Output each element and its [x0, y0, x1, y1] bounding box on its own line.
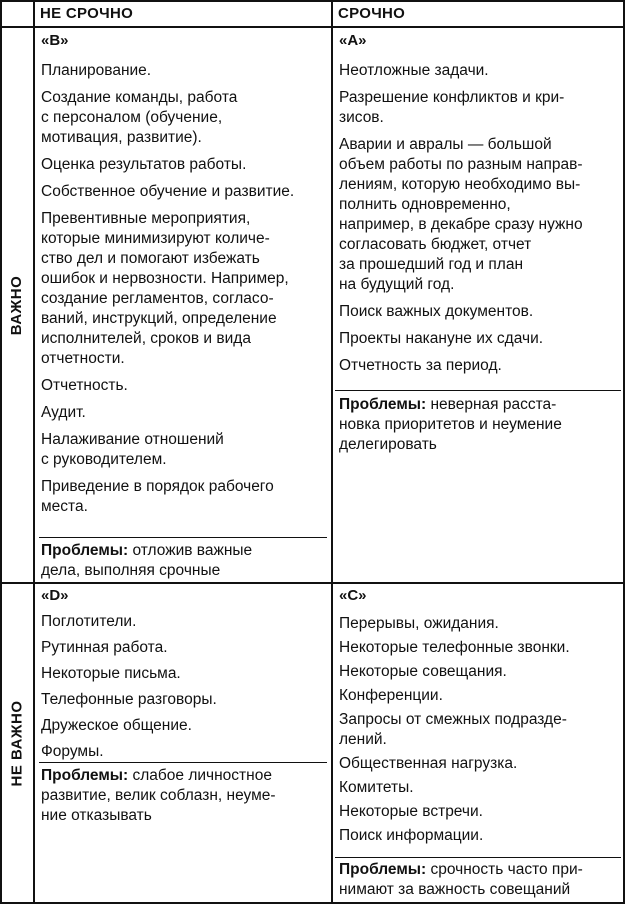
quadrant-d-item: Рутинная работа.: [41, 639, 168, 656]
quadrant-a: [333, 28, 623, 582]
quadrant-a-list: [339, 61, 621, 383]
quadrant-c-list: [339, 614, 621, 850]
quadrant-a-item: Проекты накануне их сдачи.: [339, 330, 544, 347]
quadrant-b-problems-label: Проблемы:: [41, 542, 129, 559]
quadrant-b-item: Налаживание отношений с руководителем.: [41, 431, 224, 468]
quadrant-c-problems-label: Проблемы:: [339, 861, 427, 878]
quadrant-c: [333, 584, 623, 902]
header-urgent: СРОЧНО: [338, 5, 406, 22]
quadrant-d-item: Дружеское общение.: [41, 717, 192, 734]
quadrant-a-problems-divider: [335, 390, 621, 391]
quadrant-b-item: Приведение в порядок рабочего места.: [41, 478, 274, 515]
quadrant-c-item: Конференции.: [339, 687, 443, 704]
quadrant-b-item: Превентивные мероприятия, которые минимизируют количе- ство дел и помогают избежать ошибок и нервозности. Например, создание регламентов, согласо- ваний, инструкций, определение исполнителей, сроков и вида отчетности.: [41, 210, 289, 367]
quadrant-a-item: Аварии и авралы — большой объем работы по разным направ- лениям, которую необходимо вы- полнить одновременно, например, в декабре сразу нужно согласовать бюджет, отчет за прошедший год и план на будущий год.: [339, 136, 583, 293]
quadrant-d-item: Некоторые письма.: [41, 665, 181, 682]
quadrant-c-item: Некоторые совещания.: [339, 663, 507, 680]
quadrant-b-problems-divider: [39, 537, 327, 538]
border-left: [0, 0, 2, 904]
quadrant-d-problems-divider: [39, 762, 327, 763]
quadrant-a-item: Поиск важных документов.: [339, 303, 534, 320]
quadrant-d-item: Форумы.: [41, 743, 104, 760]
quadrant-b-item: Собственное обучение и развитие.: [41, 183, 295, 200]
quadrant-b-problems: [41, 541, 252, 581]
row-header-not-important: НЕ ВАЖНО: [8, 700, 26, 786]
quadrant-c-item: Комитеты.: [339, 779, 414, 796]
quadrant-a-problems: [339, 395, 562, 455]
quadrant-b-item: Оценка результатов работы.: [41, 156, 247, 173]
quadrant-a-item: Неотложные задачи.: [339, 62, 489, 79]
quadrant-c-item: Общественная нагрузка.: [339, 755, 518, 772]
quadrant-b: [35, 28, 331, 582]
quadrant-a-item: Разрешение конфликтов и кри- зисов.: [339, 89, 565, 126]
quadrant-a-problems-text: неверная расста- новка приоритетов и неумение делегировать: [339, 396, 562, 453]
quadrant-b-label: «В»: [41, 32, 69, 49]
quadrant-d-problems-text: слабое личностное развитие, велик соблазн, неуме- ние отказывать: [41, 767, 276, 824]
quadrant-c-item: Некоторые встречи.: [339, 803, 483, 820]
row-header-important: ВАЖНО: [8, 275, 26, 335]
quadrant-b-item: Создание команды, работа с персоналом (обучение, мотивация, развитие).: [41, 89, 238, 146]
quadrant-b-item: Отчетность.: [41, 377, 128, 394]
quadrant-c-item: Поиск информации.: [339, 827, 484, 844]
quadrant-b-item: Планирование.: [41, 62, 152, 79]
row-header-important-cell: [4, 28, 30, 582]
quadrant-c-item: Некоторые телефонные звонки.: [339, 639, 570, 656]
quadrant-c-item: Перерывы, ожидания.: [339, 615, 499, 632]
header-not-urgent: НЕ СРОЧНО: [40, 5, 134, 22]
quadrant-d-label: «D»: [41, 587, 69, 604]
border-top: [0, 0, 625, 2]
quadrant-d-problems-label: Проблемы:: [41, 767, 129, 784]
quadrant-c-problems-text: срочность часто при- нимают за важность совещаний: [339, 861, 583, 898]
quadrant-b-problems-text: отложив важные дела, выполняя срочные: [41, 542, 253, 579]
quadrant-d-problems: [41, 766, 276, 826]
quadrant-c-problems: [339, 860, 583, 900]
quadrant-a-label: «А»: [339, 32, 367, 49]
quadrant-b-item: Аудит.: [41, 404, 86, 421]
quadrant-d: [35, 584, 331, 902]
quadrant-d-list: [41, 612, 325, 768]
quadrant-d-item: Поглотители.: [41, 613, 137, 630]
quadrant-a-problems-label: Проблемы:: [339, 396, 427, 413]
quadrant-c-item: Запросы от смежных подразде- лений.: [339, 711, 567, 748]
quadrant-d-item: Телефонные разговоры.: [41, 691, 217, 708]
quadrant-b-list: [41, 61, 325, 524]
quadrant-c-problems-divider: [335, 857, 621, 858]
quadrant-c-label: «С»: [339, 587, 367, 604]
row-header-not-important-cell: [4, 584, 30, 902]
quadrant-a-item: Отчетность за период.: [339, 357, 502, 374]
